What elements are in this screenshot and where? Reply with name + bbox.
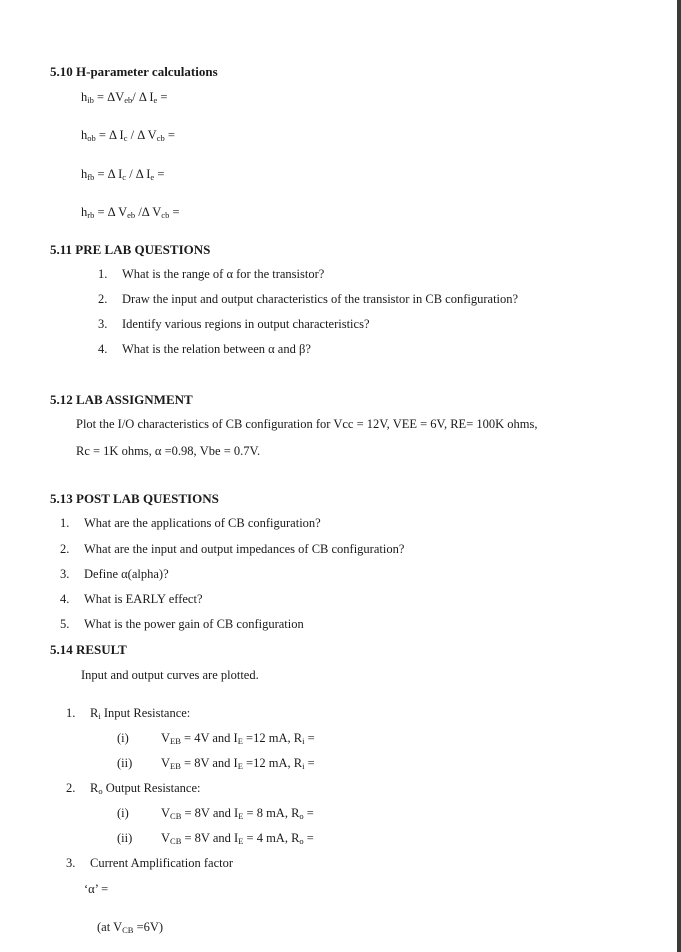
heading-h-parameter: 5.10 H-parameter calculations bbox=[50, 64, 218, 79]
assignment-text-line2: Rc = 1K ohms, α =0.98, Vbe = 0.7V. bbox=[76, 444, 261, 458]
list-item: 5. What is the power gain of CB configuration bbox=[60, 617, 304, 631]
result-input-resistance: 1. $R_i$ Input Resistance: bbox=[66, 706, 191, 721]
assignment-text-line1: Plot the I/O characteristics of CB configuration for Vcc = 12V, VEE = 6V, RE= 100K ohms, bbox=[76, 417, 538, 431]
list-item: 3. Define α(alpha)? bbox=[60, 567, 169, 581]
formula-hob: $h_{ob} = \Delta$ $I_c$ / Δ $V_{cb}$ = bbox=[81, 128, 175, 143]
result-condition: (at $V_{CB} =6V$) bbox=[97, 920, 164, 935]
result-alpha: ‘α’ = bbox=[84, 882, 109, 896]
list-item: 4. What is the relation between α and β? bbox=[98, 342, 311, 356]
formula-hfb: $h_{fb} = \Delta$ $I_c$ / Δ $I_e$ = bbox=[81, 167, 165, 182]
list-item: 2. What are the input and output impedances of CB configuration? bbox=[60, 542, 405, 556]
result-intro: Input and output curves are plotted. bbox=[81, 668, 259, 682]
list-item: 3. Identify various regions in output characteristics? bbox=[98, 317, 370, 331]
result-row: (ii) $V_{CB} = 8V$ and $I_E = 4$ mA, $R_o$ = bbox=[117, 831, 314, 846]
result-current-amplification: 3. Current Amplification factor bbox=[66, 856, 234, 870]
heading-lab-assignment: 5.12 LAB ASSIGNMENT bbox=[50, 392, 193, 407]
heading-result: 5.14 RESULT bbox=[50, 642, 127, 657]
heading-post-lab: 5.13 POST LAB QUESTIONS bbox=[50, 491, 219, 506]
list-item: 4. What is EARLY effect? bbox=[60, 592, 203, 606]
formula-hib: $h_{ib} = \Delta V_{eb}/$ Δ $I_e$ = bbox=[81, 90, 168, 105]
list-item: 1. What is the range of α for the transistor? bbox=[98, 267, 325, 281]
result-output-resistance: 2. $R_o$ Output Resistance: bbox=[66, 781, 201, 796]
result-row: (i) $V_{EB} = 4V$ and $I_E =12$ mA, $R_i$ = bbox=[117, 731, 315, 746]
list-item: 2. Draw the input and output characteristics of the transistor in CB configuration? bbox=[98, 292, 519, 306]
formula-hrb: $h_{rb} = \Delta$ $V_{eb}$ /Δ $V_{cb}$ = bbox=[81, 205, 180, 220]
result-row: (ii) $V_{EB} = 8V$ and $I_E =12$ mA, $R_i$ = bbox=[117, 756, 315, 771]
list-item: 1. What are the applications of CB configuration? bbox=[60, 516, 321, 530]
heading-pre-lab: 5.11 PRE LAB QUESTIONS bbox=[50, 242, 211, 257]
result-row: (i) $V_{CB} = 8V$ and $I_E = 8$ mA, $R_o$ = bbox=[117, 806, 314, 821]
page-edge bbox=[677, 0, 681, 952]
